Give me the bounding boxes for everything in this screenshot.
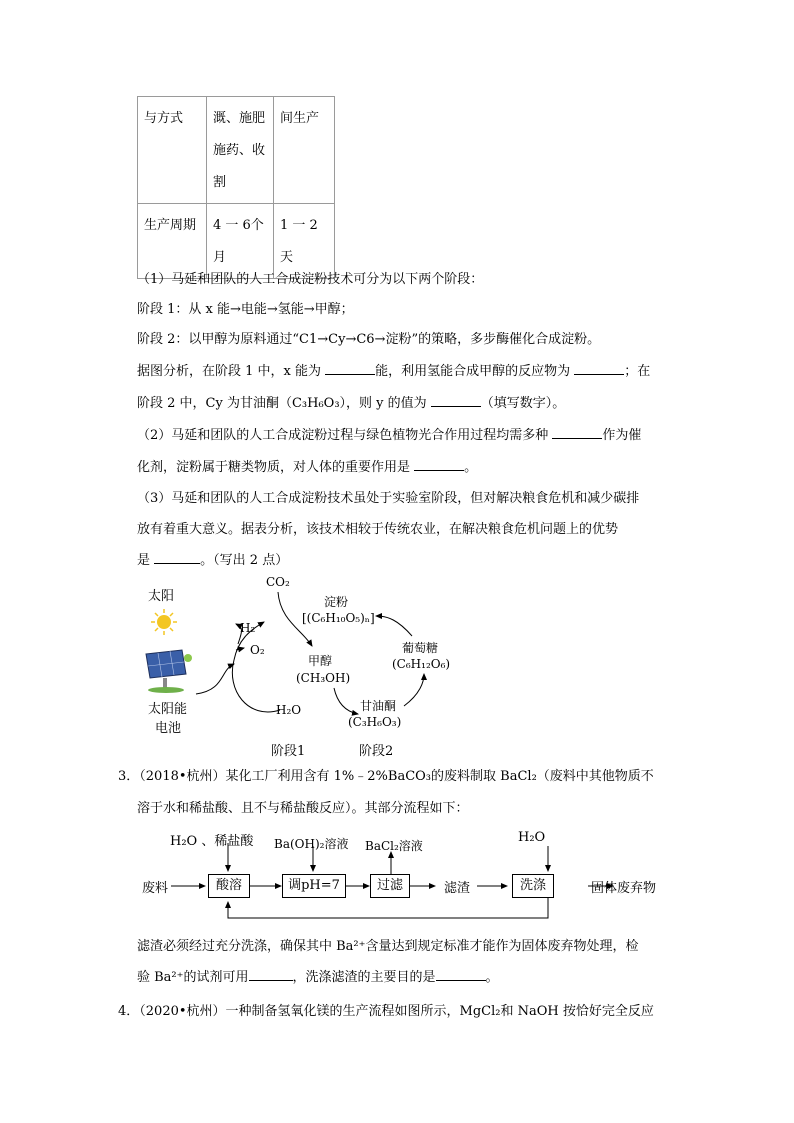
glucose-label: 葡萄糖 [402,641,439,655]
text: 。 [485,970,499,985]
flow-start: 废料 [142,881,169,896]
q2-line4 [137,360,650,379]
starch-label: 淀粉 [324,595,349,609]
answer-blank[interactable] [431,392,481,407]
text: 。（写出 2 点） [200,553,289,568]
q3-line4 [137,966,499,985]
text: 作为催 [602,428,642,443]
arrow [196,664,234,694]
arrow [232,622,280,712]
flow-box-filter: 过滤 [370,874,410,898]
table-cell: 溉、施肥施药、收割 [207,97,274,204]
answer-blank[interactable] [436,966,486,981]
text: ，洗涤滤渣的主要目的是 [292,970,436,985]
q2-part3: （3）马延和团队的人工合成淀粉技术虽处于实验室阶段，但对解决粮食危机和减少碳排 [137,491,640,506]
q4-line1: 4．（2020•杭州）一种制备氢氧化镁的生产流程如图所示，MgCl₂和 NaOH 按恰好完全反应 [118,1004,654,1019]
flow-input-3: H₂O [518,830,546,845]
solar-panel-icon [146,650,192,693]
co2-label: CO₂ [266,575,290,589]
flow-end: 固体废弃物 [591,881,657,896]
answer-blank[interactable] [574,360,624,375]
o2-label: O₂ [250,643,265,657]
flow-input-2: Ba(OH)₂溶液 [274,837,349,851]
arrow [404,674,424,706]
answer-blank[interactable] [325,360,375,375]
text: ；在 [624,364,651,379]
text: 阶段 2 中，Cy 为甘油酮（C₃H₆O₃），则 y 的值为 [137,396,427,411]
stage2-label: 阶段2 [359,744,394,759]
answer-blank[interactable] [249,966,293,981]
q3-line2: 溶于水和稀盐酸、且不与稀盐酸反应）。其部分流程如下： [137,801,469,816]
dha-formula: (C₃H₆O₃) [348,715,402,729]
table-cell: 1 一 2天 [274,204,335,279]
sun-icon [151,609,177,635]
h2-label: H₂ [240,621,256,635]
table-cell: 4 一 6个月 [207,204,274,279]
q2-line7 [137,456,477,475]
q3-line1: 3．（2018•杭州）某化工厂利用含有 1%﹣2%BaCO₃的废料制取 BaCl₂（废料中其他物质不 [118,769,654,784]
starch-synthesis-diagram [130,570,450,765]
text: 据图分析，在阶段 1 中，x 能为 [137,364,321,379]
q2-line10 [137,549,288,568]
arrow [334,688,358,714]
q2-line9: 放有着重大意义。据表分析，该技术相较于传统农业，在解决粮食危机问题上的优势 [137,522,619,537]
answer-blank[interactable] [154,549,200,564]
text: 化剂，淀粉属于糖类物质，对人体的重要作用是 [137,460,411,475]
text: （2）马延和团队的人工合成淀粉过程与绿色植物光合作用过程均需多种 [137,428,549,443]
h2o-label: H₂O [276,703,302,717]
q2-line5 [137,392,565,411]
arrow [376,616,412,636]
flow-output-1: BaCl₂溶液 [365,839,423,853]
table-cell: 生产周期 [138,204,207,279]
stage1-label: 阶段1 [271,744,306,759]
q3-line3: 滤渣必须经过充分洗涤，确保其中 Ba²⁺含量达到规定标准才能作为固体废弃物处理，检 [137,939,639,954]
answer-blank[interactable] [414,456,464,471]
table-cell: 间生产 [274,97,335,204]
text: 验 Ba²⁺的试剂可用 [137,970,249,985]
table-cell: 与方式 [138,97,207,204]
table-row [138,97,335,204]
text: 。 [464,460,478,475]
cell-label-2: 电池 [155,721,182,736]
flow-box-wash: 洗涤 [512,874,554,898]
q2-line6 [137,424,641,443]
flow-box-acid: 酸溶 [208,874,250,898]
starch-formula: [(C₆H₁₀O₅)ₙ] [302,611,375,625]
dha-label: 甘油酮 [360,699,397,713]
cell-label: 太阳能 [148,702,188,717]
q2-stage2: 阶段 2：以甲醇为原料通过“C1→Cy→C6→淀粉”的策略，多步酶催化合成淀粉。 [137,332,601,347]
q2-part1: （1）马延和团队的人工合成淀粉技术可分为以下两个阶段： [137,272,484,287]
flow-input-1: H₂O 、稀盐酸 [170,834,254,849]
text: （填写数字）。 [480,396,566,411]
flow-residue: 滤渣 [444,881,471,896]
text: 能，利用氢能合成甲醇的反应物为 [375,364,571,379]
methanol-label: 甲醇 [308,654,333,668]
glucose-formula: (C₆H₁₂O₆) [392,657,450,671]
sun-label: 太阳 [148,589,175,604]
q2-stage1: 阶段 1：从 x 能→电能→氢能→甲醇； [137,302,354,317]
text: 是 [137,553,151,568]
comparison-table [137,96,335,279]
answer-blank[interactable] [552,424,602,439]
flow-box-ph: 调pH=7 [282,874,346,898]
methanol-formula: (CH₃OH) [296,671,351,685]
